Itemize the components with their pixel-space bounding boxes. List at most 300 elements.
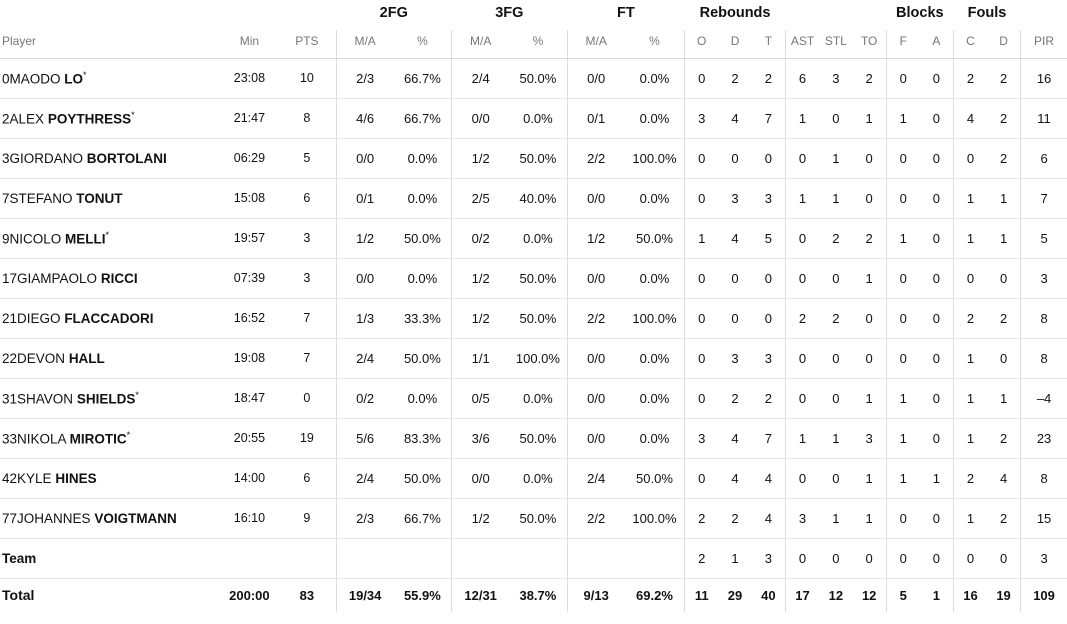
cell-pts: 7 (278, 338, 336, 378)
cell-ft-pct: 0.0% (625, 258, 685, 298)
starter-marker-icon: * (83, 69, 87, 80)
player-first-name: STEFANO (9, 190, 73, 206)
player-first-name: DIEGO (17, 310, 61, 326)
total-ast: 17 (785, 578, 819, 612)
cell-3fg-ma: 0/0 (452, 458, 510, 498)
cell-foul-d: 2 (987, 98, 1021, 138)
group-blocks: Blocks (896, 5, 944, 21)
cell-ast: 0 (785, 378, 819, 418)
cell-foul-d: 2 (987, 298, 1021, 338)
total-to: 12 (853, 578, 887, 612)
cell-pir: 8 (1021, 338, 1067, 378)
player-last-name: HINES (55, 470, 97, 486)
cell-2fg-pct: 66.7% (394, 58, 452, 98)
group-spacer-pir (1021, 0, 1067, 30)
total-reb-t: 40 (752, 578, 786, 612)
col-2fg-ma[interactable]: M/A (336, 30, 394, 58)
player-cell[interactable] (0, 418, 221, 458)
player-number: 33 (2, 431, 18, 447)
cell-2fg-pct: 0.0% (394, 258, 452, 298)
total-2fg-ma: 19/34 (336, 578, 394, 612)
cell-pir: 11 (1021, 98, 1067, 138)
group-spacer-min (221, 0, 279, 30)
cell-2fg-ma: 0/2 (336, 378, 394, 418)
cell-3fg-pct: 50.0% (509, 298, 567, 338)
cell-2fg-ma: 0/0 (336, 138, 394, 178)
cell-ft-ma: 0/0 (567, 418, 625, 458)
player-first-name: KYLE (17, 470, 52, 486)
player-first-name: GIORDANO (9, 150, 84, 166)
cell-reb-d: 0 (718, 138, 752, 178)
cell-reb-t: 0 (752, 258, 786, 298)
cell-to: 1 (853, 258, 887, 298)
cell-2fg-pct: 50.0% (394, 458, 452, 498)
cell-pts: 6 (278, 178, 336, 218)
player-cell[interactable] (0, 178, 221, 218)
group-ft: FT (616, 5, 635, 21)
cell-blk-f: 1 (886, 98, 920, 138)
player-cell[interactable] (0, 218, 221, 258)
total-3fg-ma: 12/31 (452, 578, 510, 612)
cell-2fg-ma: 2/4 (336, 458, 394, 498)
team-reb-d: 1 (718, 538, 752, 578)
cell-foul-d: 2 (987, 58, 1021, 98)
cell-stl: 1 (819, 418, 853, 458)
cell-ft-ma: 1/2 (567, 218, 625, 258)
cell-3fg-pct: 0.0% (509, 378, 567, 418)
cell-stl: 2 (819, 298, 853, 338)
cell-ft-pct: 0.0% (625, 418, 685, 458)
cell-reb-t: 4 (752, 458, 786, 498)
cell-2fg-ma: 2/4 (336, 338, 394, 378)
col-ft-ma[interactable]: M/A (567, 30, 625, 58)
col-blk-f[interactable]: F (886, 30, 920, 58)
cell-stl: 3 (819, 58, 853, 98)
table-row[interactable] (0, 338, 1067, 378)
cell-ft-ma: 2/4 (567, 458, 625, 498)
cell-pir: 8 (1021, 458, 1067, 498)
cell-blk-a: 0 (920, 98, 954, 138)
cell-3fg-ma: 1/1 (452, 338, 510, 378)
cell-ft-pct: 100.0% (625, 138, 685, 178)
col-stl[interactable]: STL (819, 30, 853, 58)
cell-min: 18:47 (221, 378, 279, 418)
cell-reb-o: 0 (685, 258, 719, 298)
team-row (0, 538, 1067, 578)
cell-blk-a: 0 (920, 178, 954, 218)
table-row[interactable] (0, 498, 1067, 538)
cell-2fg-ma: 1/3 (336, 298, 394, 338)
cell-foul-d: 2 (987, 138, 1021, 178)
cell-to: 0 (853, 178, 887, 218)
cell-foul-d: 2 (987, 418, 1021, 458)
cell-2fg-ma: 0/1 (336, 178, 394, 218)
total-reb-o: 11 (685, 578, 719, 612)
cell-foul-c: 1 (953, 418, 987, 458)
col-reb-d[interactable]: D (718, 30, 752, 58)
cell-ft-ma: 0/0 (567, 178, 625, 218)
cell-foul-d: 1 (987, 378, 1021, 418)
group-3fg: 3FG (495, 5, 524, 21)
player-cell[interactable] (0, 378, 221, 418)
cell-ast: 0 (785, 338, 819, 378)
player-cell[interactable] (0, 458, 221, 498)
player-number: 7 (2, 190, 10, 206)
player-number: 2 (2, 111, 10, 127)
cell-foul-c: 2 (953, 458, 987, 498)
cell-reb-t: 7 (752, 98, 786, 138)
col-min[interactable]: Min (221, 30, 279, 58)
cell-min: 23:08 (221, 58, 279, 98)
cell-ft-pct: 0.0% (625, 178, 685, 218)
cell-to: 1 (853, 98, 887, 138)
cell-blk-a: 0 (920, 418, 954, 458)
player-first-name: GIAMPAOLO (17, 270, 98, 286)
col-ast[interactable]: AST (785, 30, 819, 58)
cell-ft-pct: 50.0% (625, 458, 685, 498)
cell-blk-a: 0 (920, 138, 954, 178)
cell-3fg-pct: 0.0% (509, 458, 567, 498)
cell-3fg-pct: 50.0% (509, 138, 567, 178)
group-spacer-astls (785, 0, 886, 30)
cell-ast: 0 (785, 218, 819, 258)
cell-pts: 9 (278, 498, 336, 538)
cell-stl: 1 (819, 138, 853, 178)
cell-pts: 5 (278, 138, 336, 178)
group-fouls: Fouls (967, 5, 1007, 21)
player-last-name: SHIELDS (76, 391, 136, 407)
cell-3fg-ma: 3/6 (452, 418, 510, 458)
cell-reb-d: 3 (718, 178, 752, 218)
total-row (0, 578, 1067, 612)
team-foul-c: 0 (953, 538, 987, 578)
team-to: 0 (853, 538, 887, 578)
table-row[interactable] (0, 378, 1067, 418)
cell-pir: 3 (1021, 258, 1067, 298)
col-player[interactable]: Player (0, 30, 221, 58)
cell-reb-t: 7 (752, 418, 786, 458)
cell-to: 0 (853, 298, 887, 338)
cell-2fg-pct: 50.0% (394, 218, 452, 258)
cell-reb-d: 4 (718, 458, 752, 498)
cell-2fg-ma: 4/6 (336, 98, 394, 138)
cell-ft-pct: 100.0% (625, 498, 685, 538)
cell-reb-o: 0 (685, 58, 719, 98)
player-last-name: FLACCADORI (64, 310, 154, 326)
player-cell[interactable] (0, 258, 221, 298)
cell-2fg-pct: 50.0% (394, 338, 452, 378)
player-rows (0, 58, 1067, 538)
total-stl: 12 (819, 578, 853, 612)
cell-min: 14:00 (221, 458, 279, 498)
cell-reb-t: 0 (752, 138, 786, 178)
cell-2fg-pct: 0.0% (394, 378, 452, 418)
cell-ast: 1 (785, 98, 819, 138)
cell-min: 19:57 (221, 218, 279, 258)
total-blk-f: 5 (886, 578, 920, 612)
cell-ft-pct: 100.0% (625, 298, 685, 338)
total-foul-d: 19 (987, 578, 1021, 612)
cell-3fg-ma: 0/2 (452, 218, 510, 258)
cell-foul-c: 2 (953, 58, 987, 98)
table-row[interactable] (0, 218, 1067, 258)
cell-blk-f: 0 (886, 498, 920, 538)
team-pts (278, 538, 336, 578)
player-cell[interactable] (0, 498, 221, 538)
player-cell[interactable] (0, 138, 221, 178)
cell-reb-t: 5 (752, 218, 786, 258)
table-row[interactable] (0, 258, 1067, 298)
player-first-name: JOHANNES (17, 510, 91, 526)
team-blk-a: 0 (920, 538, 954, 578)
col-blk-a[interactable]: A (920, 30, 954, 58)
team-min (221, 538, 279, 578)
cell-blk-f: 1 (886, 378, 920, 418)
player-cell[interactable] (0, 58, 221, 98)
table-row[interactable] (0, 58, 1067, 98)
cell-reb-o: 0 (685, 138, 719, 178)
cell-ft-ma: 2/2 (567, 138, 625, 178)
player-last-name: VOIGTMANN (94, 510, 177, 526)
cell-blk-a: 0 (920, 58, 954, 98)
cell-pir: 15 (1021, 498, 1067, 538)
total-foul-c: 16 (953, 578, 987, 612)
player-first-name: MAODO (9, 71, 61, 87)
group-spacer (0, 0, 221, 30)
cell-foul-d: 1 (987, 218, 1021, 258)
cell-to: 1 (853, 498, 887, 538)
cell-reb-d: 0 (718, 298, 752, 338)
cell-ast: 2 (785, 298, 819, 338)
player-last-name: TONUT (76, 190, 123, 206)
table-row[interactable] (0, 418, 1067, 458)
col-3fg-pct[interactable]: % (509, 30, 567, 58)
cell-to: 0 (853, 338, 887, 378)
col-foul-d[interactable]: D (987, 30, 1021, 58)
cell-reb-t: 2 (752, 58, 786, 98)
col-to[interactable]: TO (853, 30, 887, 58)
cell-2fg-ma: 2/3 (336, 498, 394, 538)
cell-reb-o: 3 (685, 98, 719, 138)
cell-min: 16:10 (221, 498, 279, 538)
cell-ft-pct: 0.0% (625, 338, 685, 378)
cell-foul-c: 1 (953, 178, 987, 218)
cell-pir: 16 (1021, 58, 1067, 98)
cell-foul-c: 4 (953, 98, 987, 138)
cell-ft-ma: 0/1 (567, 98, 625, 138)
player-last-name: HALL (68, 350, 105, 366)
cell-3fg-pct: 50.0% (509, 58, 567, 98)
starter-marker-icon: * (135, 389, 139, 400)
cell-3fg-pct: 0.0% (509, 98, 567, 138)
cell-2fg-pct: 83.3% (394, 418, 452, 458)
cell-reb-o: 0 (685, 178, 719, 218)
cell-foul-c: 0 (953, 258, 987, 298)
cell-reb-d: 3 (718, 338, 752, 378)
cell-to: 1 (853, 378, 887, 418)
cell-reb-d: 4 (718, 98, 752, 138)
player-last-name: MIROTIC (69, 431, 127, 447)
cell-pts: 3 (278, 258, 336, 298)
cell-min: 06:29 (221, 138, 279, 178)
cell-blk-a: 0 (920, 258, 954, 298)
total-ft-ma: 9/13 (567, 578, 625, 612)
cell-stl: 0 (819, 378, 853, 418)
total-pts: 83 (278, 578, 336, 612)
cell-ft-ma: 0/0 (567, 338, 625, 378)
cell-ft-pct: 0.0% (625, 58, 685, 98)
cell-ft-pct: 0.0% (625, 98, 685, 138)
table-row[interactable] (0, 298, 1067, 338)
cell-foul-d: 1 (987, 178, 1021, 218)
cell-reb-o: 0 (685, 458, 719, 498)
cell-ast: 0 (785, 138, 819, 178)
cell-3fg-ma: 2/5 (452, 178, 510, 218)
cell-reb-t: 3 (752, 178, 786, 218)
cell-foul-c: 2 (953, 298, 987, 338)
group-rebounds: Rebounds (699, 5, 771, 21)
player-number: 31 (2, 391, 18, 407)
player-first-name: SHAVON (17, 391, 74, 407)
player-cell[interactable] (0, 298, 221, 338)
player-number: 0 (2, 71, 10, 87)
player-last-name: MELLI (65, 231, 106, 247)
col-reb-t[interactable]: T (752, 30, 786, 58)
cell-foul-d: 0 (987, 258, 1021, 298)
cell-3fg-ma: 0/5 (452, 378, 510, 418)
player-cell[interactable] (0, 98, 221, 138)
cell-blk-f: 1 (886, 218, 920, 258)
cell-blk-f: 0 (886, 298, 920, 338)
cell-stl: 2 (819, 218, 853, 258)
player-first-name: ALEX (9, 111, 45, 127)
cell-pts: 8 (278, 98, 336, 138)
cell-blk-f: 0 (886, 58, 920, 98)
cell-pir: 7 (1021, 178, 1067, 218)
team-3fg-pct (509, 538, 567, 578)
cell-reb-o: 2 (685, 498, 719, 538)
cell-stl: 0 (819, 98, 853, 138)
col-pir[interactable]: PIR (1021, 30, 1067, 58)
cell-reb-t: 3 (752, 338, 786, 378)
cell-to: 2 (853, 218, 887, 258)
cell-reb-d: 4 (718, 218, 752, 258)
cell-blk-a: 0 (920, 498, 954, 538)
cell-ft-ma: 2/2 (567, 298, 625, 338)
cell-2fg-pct: 66.7% (394, 498, 452, 538)
player-first-name: NIKOLA (17, 431, 66, 447)
cell-3fg-ma: 1/2 (452, 298, 510, 338)
team-blk-f: 0 (886, 538, 920, 578)
cell-reb-o: 0 (685, 298, 719, 338)
starter-marker-icon: * (126, 429, 131, 440)
team-reb-o: 2 (685, 538, 719, 578)
cell-blk-f: 0 (886, 178, 920, 218)
col-ft-pct[interactable]: % (625, 30, 685, 58)
total-min: 200:00 (221, 578, 279, 612)
cell-min: 19:08 (221, 338, 279, 378)
cell-3fg-pct: 40.0% (509, 178, 567, 218)
team-label: Team (0, 538, 221, 578)
cell-reb-o: 0 (685, 338, 719, 378)
cell-pir: 23 (1021, 418, 1067, 458)
col-2fg-pct[interactable]: % (394, 30, 452, 58)
cell-pts: 6 (278, 458, 336, 498)
col-foul-c[interactable]: C (953, 30, 987, 58)
col-reb-o[interactable]: O (685, 30, 719, 58)
total-reb-d: 29 (718, 578, 752, 612)
cell-min: 20:55 (221, 418, 279, 458)
player-number: 9 (2, 231, 10, 247)
cell-reb-d: 2 (718, 58, 752, 98)
table-row[interactable] (0, 98, 1067, 138)
total-pir: 109 (1021, 578, 1067, 612)
cell-3fg-ma: 0/0 (452, 98, 510, 138)
cell-foul-c: 1 (953, 218, 987, 258)
cell-blk-f: 0 (886, 338, 920, 378)
total-label: Total (0, 578, 221, 612)
total-3fg-pct: 38.7% (509, 578, 567, 612)
cell-blk-a: 0 (920, 338, 954, 378)
col-3fg-ma[interactable]: M/A (452, 30, 510, 58)
cell-pts: 3 (278, 218, 336, 258)
cell-reb-t: 0 (752, 298, 786, 338)
cell-pir: –4 (1021, 378, 1067, 418)
player-cell[interactable] (0, 338, 221, 378)
team-ast: 0 (785, 538, 819, 578)
cell-foul-d: 0 (987, 338, 1021, 378)
cell-reb-t: 4 (752, 498, 786, 538)
cell-pts: 19 (278, 418, 336, 458)
cell-blk-a: 0 (920, 378, 954, 418)
cell-foul-c: 1 (953, 338, 987, 378)
col-pts[interactable]: PTS (278, 30, 336, 58)
team-ft-pct (625, 538, 685, 578)
player-last-name: POYTHRESS (47, 111, 132, 127)
group-spacer-pts (278, 0, 336, 30)
starter-marker-icon: * (105, 229, 110, 240)
group-header-row (0, 0, 1067, 30)
table-row[interactable] (0, 138, 1067, 178)
team-2fg-pct (394, 538, 452, 578)
cell-blk-f: 0 (886, 258, 920, 298)
cell-2fg-ma: 5/6 (336, 418, 394, 458)
player-number: 42 (2, 470, 18, 486)
cell-3fg-pct: 100.0% (509, 338, 567, 378)
cell-blk-f: 0 (886, 138, 920, 178)
cell-reb-d: 2 (718, 378, 752, 418)
cell-ast: 1 (785, 178, 819, 218)
cell-foul-c: 1 (953, 378, 987, 418)
cell-foul-c: 1 (953, 498, 987, 538)
player-number: 77 (2, 510, 18, 526)
team-pir: 3 (1021, 538, 1067, 578)
table-row[interactable] (0, 178, 1067, 218)
cell-stl: 0 (819, 258, 853, 298)
cell-2fg-pct: 0.0% (394, 138, 452, 178)
cell-stl: 1 (819, 178, 853, 218)
cell-reb-d: 4 (718, 418, 752, 458)
cell-ast: 0 (785, 258, 819, 298)
cell-2fg-pct: 33.3% (394, 298, 452, 338)
player-last-name: LO (64, 71, 84, 87)
team-ft-ma (567, 538, 625, 578)
total-ft-pct: 69.2% (625, 578, 685, 612)
player-number: 22 (2, 350, 18, 366)
table-row[interactable] (0, 458, 1067, 498)
cell-stl: 0 (819, 338, 853, 378)
total-2fg-pct: 55.9% (394, 578, 452, 612)
